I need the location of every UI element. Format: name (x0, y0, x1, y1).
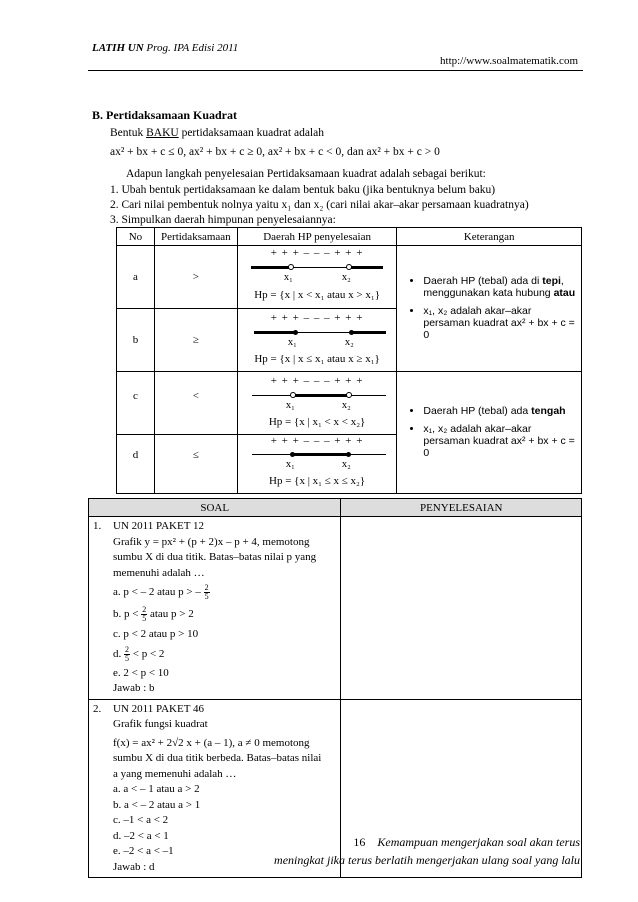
footer-line-2: meningkat jika terus berlatih mengerjakan ulang soal yang lalu (274, 853, 580, 867)
page-number: 16 (353, 835, 366, 849)
ket-tengah-note: • Daerah HP (tebal) ada tengah (423, 405, 577, 417)
region-right (352, 331, 386, 334)
header-title-bold: LATIH UN (92, 42, 144, 54)
header-no: No (117, 228, 155, 246)
q1-text-3: memenuhi adalah … (113, 566, 205, 579)
step-1: 1. Ubah bentuk pertidaksamaan ke dalam bentuk baku (jika bentuknya belum baku) (110, 184, 496, 196)
step-2: 2. Cari nilai pembentuk nolnya yaitu x₁ dan x₂ (cari nilai akar–akar persamaan kuadratnya) (110, 199, 529, 211)
row-d-no: d (117, 435, 155, 494)
bentuk-underlined: BAKU (146, 127, 179, 139)
sign-chart: + + + – – – + + + (270, 435, 364, 447)
ref-table-header (117, 228, 582, 246)
label-x2: x₂ (344, 337, 354, 348)
soal-table-header (89, 499, 582, 517)
closed-point-x1 (290, 452, 295, 457)
soal-table (88, 498, 582, 878)
row-a-number-line (237, 246, 397, 309)
q1-option-a[interactable]: a. p < – 2 atau p > – $\frac{2}{5}$ (113, 583, 209, 601)
q2-option-c[interactable]: c. –1 < a < 2 (113, 814, 169, 826)
label-x1: x₁ (285, 400, 295, 411)
header-pertidaksamaan: Pertidaksamaan (154, 228, 237, 246)
row-c-no: c (117, 372, 155, 435)
header-title (92, 42, 238, 54)
header-url[interactable]: http://www.soalmatematik.com (440, 55, 578, 67)
q1-option-c[interactable]: c. p < 2 atau p > 10 (113, 628, 199, 640)
q2-option-a[interactable]: a. a < – 1 atau a > 2 (113, 783, 200, 795)
row-b-no: b (117, 309, 155, 372)
ref-row-a (117, 246, 582, 309)
ket-tepi-note: • Daerah HP (tebal) ada di tepi, menggunakan kata hubung atau (423, 275, 577, 299)
section-title: B. Pertidaksamaan Kuadrat (92, 108, 238, 122)
region-middle (293, 394, 349, 397)
keterangan-tengah (397, 372, 582, 494)
solution-region-table (116, 227, 582, 494)
header-soal: SOAL (89, 499, 341, 517)
steps-intro: Adapun langkah penyelesaian Pertidaksamaan kuadrat adalah sebagai berikut: (126, 168, 486, 180)
hp-set: Hp = {x | x < x₁ atau x > x₁} (254, 289, 380, 301)
fraction: $\frac{2}{5}$ (204, 583, 209, 601)
q2-number: 2. (93, 702, 102, 715)
header-title-rest: Prog. IPA Edisi 2011 (146, 42, 239, 54)
standard-forms: ax² + bx + c ≤ 0, ax² + bx + c ≥ 0, ax² + bx + c < 0, dan ax² + bx + c > 0 (110, 146, 440, 158)
header-keterangan: Keterangan (397, 228, 582, 246)
fraction: $\frac{2}{5}$ (125, 644, 129, 663)
label-x2: x₂ (341, 459, 351, 470)
closed-point-x2 (349, 330, 354, 335)
footer (274, 833, 580, 869)
q1-answer: Jawab : b (113, 682, 155, 694)
closed-point-x1 (293, 330, 298, 335)
open-point-x1 (290, 392, 296, 398)
row-b-number-line (237, 309, 397, 372)
bentuk-post: pertidaksamaan kuadrat adalah (178, 127, 324, 139)
question-row-1 (89, 517, 582, 700)
bentuk-pre: Bentuk (110, 127, 147, 139)
row-c-op: < (154, 372, 237, 435)
q2-text-2: sumbu X di dua titik berbeda. Batas–batas nilai (113, 752, 322, 764)
label-x2: x₂ (341, 400, 351, 411)
label-x1: x₁ (283, 272, 293, 283)
keterangan-tepi (397, 246, 582, 372)
row-a-op: > (154, 246, 237, 309)
q2-option-e[interactable]: e. –2 < a < –1 (113, 845, 174, 857)
footer-line-1: Kemampuan mengerjakan soal akan terus (377, 835, 580, 849)
open-point-x2 (346, 392, 352, 398)
label-x1: x₁ (285, 459, 295, 470)
open-point-x2 (346, 264, 352, 270)
q2-option-d[interactable]: d. –2 < a < 1 (113, 829, 169, 842)
region-middle (293, 453, 349, 456)
label-x2: x₂ (341, 272, 351, 283)
solution-cell-1[interactable] (341, 517, 582, 700)
q1-option-e[interactable]: e. 2 < p < 10 (113, 666, 169, 679)
row-b-op: ≥ (154, 309, 237, 372)
hp-set: Hp = {x | x₁ < x < x₂} (268, 416, 366, 428)
region-left (254, 331, 296, 334)
q1-number: 1. (93, 520, 102, 532)
hp-set: Hp = {x | x ≤ x₁ atau x ≥ x₁} (254, 353, 380, 365)
q1-text-2: sumbu X di dua titik. Batas–batas nilai p yang (113, 551, 317, 563)
q2-text-1: f(x) = ax² + 2√2 x + (a – 1), a ≠ 0 memotong (113, 736, 310, 749)
region-left (251, 266, 291, 269)
q2-source: UN 2011 PAKET 46 (113, 702, 204, 715)
row-a-no: a (117, 246, 155, 309)
closed-point-x2 (346, 452, 351, 457)
step-3: 3. Simpulkan daerah himpunan penyelesaiannya: (110, 214, 336, 226)
label-x1: x₁ (287, 337, 297, 348)
q2-answer: Jawab : d (113, 860, 155, 873)
q1-option-d[interactable]: d. $\frac{2}{5}$ < p < 2 (113, 644, 165, 663)
sign-chart: + + + – – – + + + (270, 312, 364, 324)
bentuk-baku-line (110, 127, 324, 139)
header-daerah-hp: Daerah HP penyelesaian (237, 228, 397, 246)
ket-akar-note-2: • x₁, x₂ adalah akar–akar persaman kuadrat ax² + bx + c = 0 (423, 423, 577, 459)
row-c-number-line (237, 372, 397, 435)
axis-line (291, 267, 349, 268)
hp-set: Hp = {x | x₁ ≤ x ≤ x₂} (269, 475, 366, 487)
row-d-op: ≤ (154, 435, 237, 494)
sign-chart: + + + – – – + + + (270, 375, 364, 387)
question-1 (89, 517, 341, 700)
q2-option-b[interactable]: b. a < – 2 atau a > 1 (113, 798, 201, 811)
q2-text-0: Grafik fungsi kuadrat (113, 718, 208, 730)
region-right (349, 266, 383, 269)
axis-line (296, 332, 352, 333)
fraction: $\frac{2}{5}$ (142, 605, 147, 623)
ket-akar-note: • x₁, x₂ adalah akar–akar persaman kuadrat ax² + bx + c = 0 (423, 305, 577, 341)
q2-text-3: a yang memenuhi adalah … (113, 767, 237, 780)
q1-source: UN 2011 PAKET 12 (113, 520, 204, 532)
ref-row-c (117, 372, 582, 435)
q1-text-1: Grafik y = px² + (p + 2)x – p + 4, memotong (113, 535, 310, 548)
q1-option-b[interactable]: b. p < $\frac{2}{5}$ atau p > 2 (113, 605, 194, 623)
header-penyelesaian: PENYELESAIAN (341, 499, 582, 517)
header-divider (88, 70, 583, 71)
row-d-number-line (237, 435, 397, 494)
sign-chart: + + + – – – + + + (270, 247, 364, 259)
open-point-x1 (288, 264, 294, 270)
